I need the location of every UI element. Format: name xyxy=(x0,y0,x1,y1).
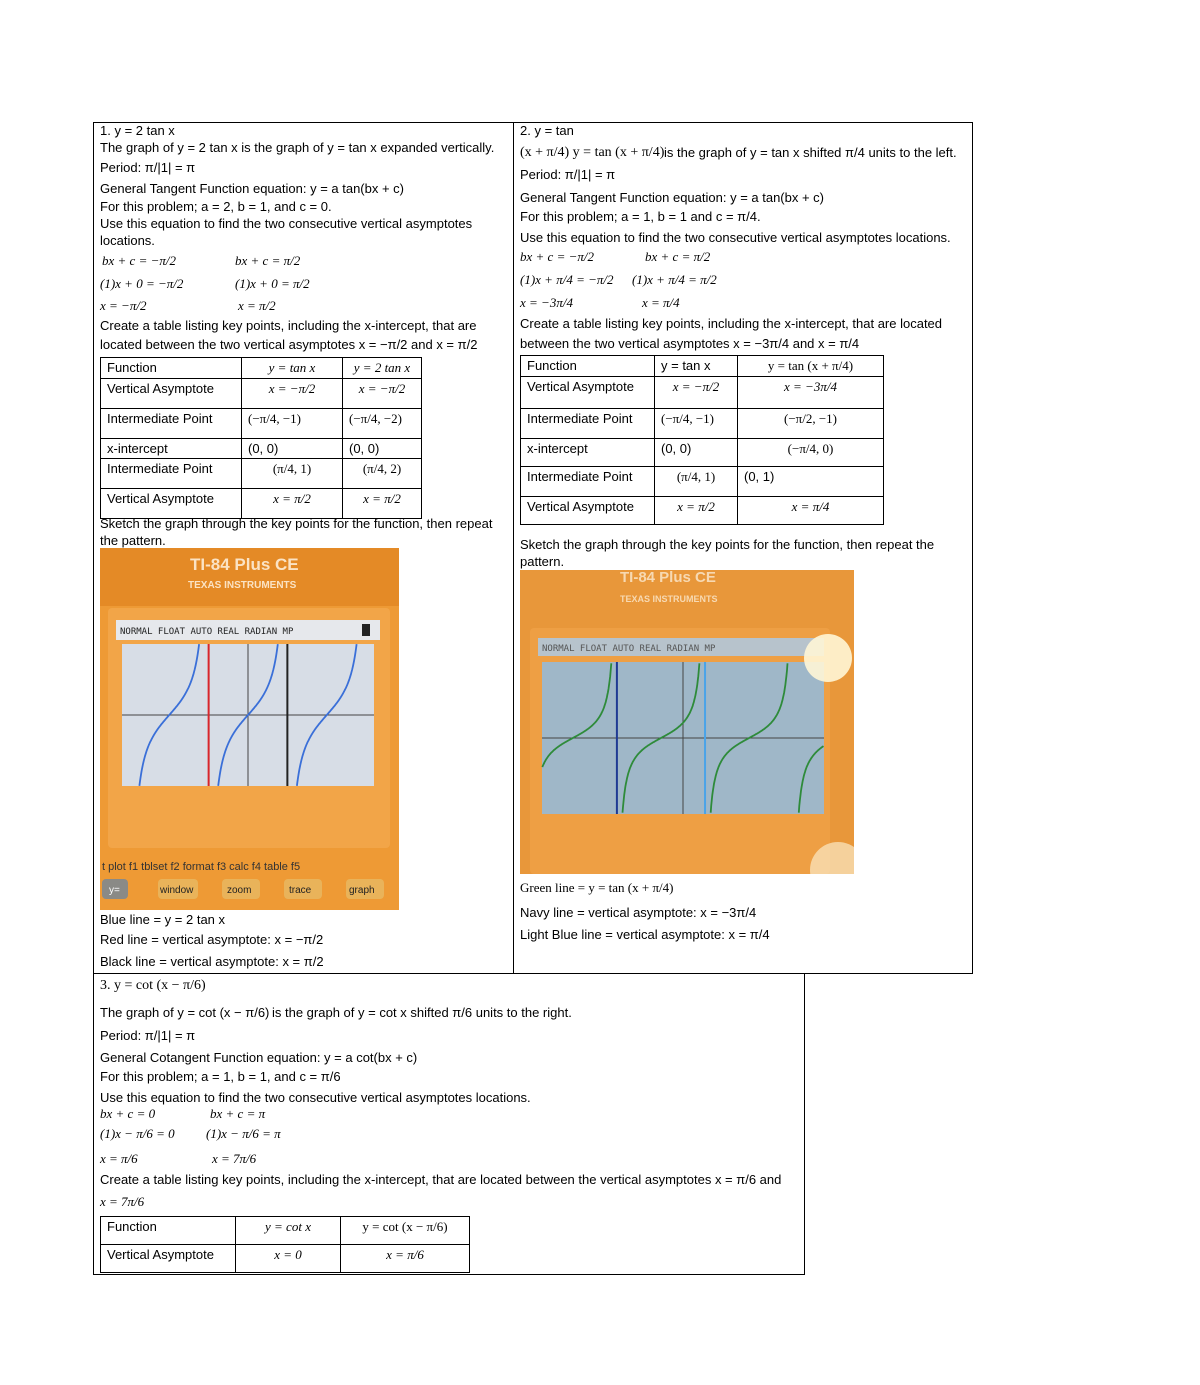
table-header-cell: y = cot x xyxy=(236,1217,341,1245)
p3-problem-values: For this problem; a = 1, b = 1, and c = π/6 xyxy=(100,1069,341,1084)
table-header-cell: Function xyxy=(521,356,655,377)
table-header-cell: y = 2 tan x xyxy=(343,358,422,379)
p2-eq-a1: bx + c = −π/2 xyxy=(520,249,594,264)
table-cell: x-intercept xyxy=(521,439,655,467)
table-cell: (−π/4, 0) xyxy=(738,439,884,467)
p3-eq-a2: (1)x − π/6 = 0 xyxy=(100,1126,175,1141)
p3-create-line-2: x = 7π/6 xyxy=(100,1194,145,1209)
p1-use-line-2: locations. xyxy=(100,233,155,248)
table-cell: x = −π/2 xyxy=(242,379,343,409)
table-header-row xyxy=(521,356,884,377)
p3-use-line: Use this equation to find the two consecutive vertical asymptotes locations. xyxy=(100,1090,531,1105)
p2-general-equation: General Tangent Function equation: y = a tan(bx + c) xyxy=(520,190,825,205)
p3-eq-b1: bx + c = π xyxy=(210,1106,266,1121)
p3-create-line-1: Create a table listing key points, including the x-intercept, that are located between the vertical asymptotes x = π/6 and xyxy=(100,1172,782,1187)
p3-general-equation: General Cotangent Function equation: y = a cot(bx + c) xyxy=(100,1050,418,1065)
table-cell: (π/4, 2) xyxy=(343,459,422,489)
p1-sketch-line-2: the pattern. xyxy=(100,533,166,548)
table-row xyxy=(521,439,884,467)
p2-sketch-line-2: pattern. xyxy=(520,554,565,569)
p1-eq-a1: bx + c = −π/2 xyxy=(102,253,176,268)
table-cell: x = π/2 xyxy=(655,497,738,525)
table-cell: Intermediate Point xyxy=(101,459,242,489)
p1-eq-b2: (1)x + 0 = π/2 xyxy=(235,276,310,291)
p3-eq-b3: x = 7π/6 xyxy=(212,1151,257,1166)
p1-period: Period: π/|1| = π xyxy=(100,160,196,175)
p1-eq-b3: x = π/2 xyxy=(238,298,276,313)
p2-legend-3: Light Blue line = vertical asymptote: x = π/4 xyxy=(520,927,770,942)
p2-create-line-1: Create a table listing key points, including the x-intercept, that are located xyxy=(520,316,943,331)
calc-key-label: trace xyxy=(289,885,312,896)
table-cell: x = −π/2 xyxy=(343,379,422,409)
table-cell: x-intercept xyxy=(101,439,242,459)
table-cell: Vertical Asymptote xyxy=(521,377,655,409)
table-cell: (0, 0) xyxy=(242,439,343,459)
calc-key-label: window xyxy=(160,885,194,896)
p2-key-points-table xyxy=(520,355,884,525)
table-cell: Vertical Asymptote xyxy=(101,1245,236,1273)
p2-eq-b2: (1)x + π/4 = π/2 xyxy=(632,272,717,287)
table-cell: Vertical Asymptote xyxy=(521,497,655,525)
table-row xyxy=(101,379,422,409)
calc-status-bar: NORMAL FLOAT AUTO REAL RADIAN MP xyxy=(542,644,716,654)
table-header-cell: Function xyxy=(101,358,242,379)
p2-calculator-graphic xyxy=(520,570,854,874)
p1-description: The graph of y = 2 tan x is the graph of y = tan x expanded vertically. xyxy=(100,140,495,155)
table-row xyxy=(521,409,884,439)
p3-key-points-table xyxy=(100,1216,470,1273)
table-cell: Vertical Asymptote xyxy=(101,379,242,409)
p3-description-b: is the graph of y = cot x shifted π/6 units to the right. xyxy=(272,1005,572,1020)
table-cell: Vertical Asymptote xyxy=(101,489,242,519)
p1-legend-1: Blue line = y = 2 tan x xyxy=(100,912,226,927)
table-cell: (0, 0) xyxy=(343,439,422,459)
p2-create-line-2: between the two vertical asymptotes x = −3π/4 and x = π/4 xyxy=(520,336,860,351)
table-header-cell: y = tan x xyxy=(655,356,738,377)
p1-eq-a3: x = −π/2 xyxy=(100,298,147,313)
table-cell: Intermediate Point xyxy=(521,467,655,497)
p1-sketch-line-1: Sketch the graph through the key points for the function, then repeat xyxy=(100,516,493,531)
table-row xyxy=(101,439,422,459)
p1-title: 1. y = 2 tan x xyxy=(100,123,175,138)
p1-eq-a2: (1)x + 0 = −π/2 xyxy=(100,276,184,291)
p1-create-line-2: located between the two vertical asymptotes x = −π/2 and x = π/2 xyxy=(100,337,478,352)
p2-eq-a3: x = −3π/4 xyxy=(520,295,573,310)
calc-key-label: zoom xyxy=(227,885,252,896)
p2-legend-1: Green line = y = tan (x + π/4) xyxy=(520,880,674,895)
table-cell: (−π/4, −1) xyxy=(242,409,343,439)
table-header-cell: y = cot (x − π/6) xyxy=(341,1217,470,1245)
calc-maker: TEXAS INSTRUMENTS xyxy=(620,594,718,604)
calc-function-keys: t plot f1 tblset f2 format f3 calc f4 table f5 xyxy=(102,861,301,873)
table-header-row xyxy=(101,358,422,379)
p1-use-line-1: Use this equation to find the two consecutive vertical asymptotes xyxy=(100,216,473,231)
table-cell: (−π/4, −2) xyxy=(343,409,422,439)
table-row xyxy=(101,409,422,439)
p2-problem-values: For this problem; a = 1, b = 1 and c = π/4. xyxy=(520,209,761,224)
table-row xyxy=(521,467,884,497)
p2-legend-2: Navy line = vertical asymptote: x = −3π/4 xyxy=(520,905,757,920)
table-row xyxy=(521,497,884,525)
table-cell: (0, 1) xyxy=(738,467,884,497)
p3-eq-b2: (1)x − π/6 = π xyxy=(206,1126,281,1141)
table-cell: (π/4, 1) xyxy=(242,459,343,489)
p3-eq-a3: x = π/6 xyxy=(100,1151,138,1166)
table-cell: x = π/2 xyxy=(343,489,422,519)
p1-eq-b1: bx + c = π/2 xyxy=(235,253,301,268)
p1-problem-values: For this problem; a = 2, b = 1, and c = 0. xyxy=(100,199,332,214)
table-cell: (π/4, 1) xyxy=(655,467,738,497)
p2-eq-b3: x = π/4 xyxy=(642,295,680,310)
p2-use-line: Use this equation to find the two consecutive vertical asymptotes locations. xyxy=(520,230,951,245)
table-cell: x = π/2 xyxy=(242,489,343,519)
p2-sketch-line-1: Sketch the graph through the key points for the function, then repeat the xyxy=(520,537,935,552)
table-cell: Intermediate Point xyxy=(101,409,242,439)
table-row xyxy=(101,489,422,519)
table-cell: x = −π/2 xyxy=(655,377,738,409)
table-header-cell: Function xyxy=(101,1217,236,1245)
calc-brand: TI-84 Plus CE xyxy=(620,570,716,586)
table-row xyxy=(101,459,422,489)
p2-title: 2. y = tan xyxy=(520,123,574,138)
p1-calculator-photo xyxy=(100,548,399,910)
p2-calculator-photo xyxy=(520,570,854,874)
p1-key-points-table xyxy=(100,357,422,519)
calc-status-bar: NORMAL FLOAT AUTO REAL RADIAN MP xyxy=(120,627,294,637)
p3-description-a: The graph of y = cot (x − π/6) xyxy=(100,1005,270,1020)
p2-description: is the graph of y = tan x shifted π/4 units to the left. xyxy=(664,145,957,160)
p2-period: Period: π/|1| = π xyxy=(520,167,616,182)
table-cell: x = π/4 xyxy=(738,497,884,525)
calc-key-label: y= xyxy=(109,885,120,896)
p2-eq-a2: (1)x + π/4 = −π/2 xyxy=(520,272,614,287)
table-cell: x = π/6 xyxy=(341,1245,470,1273)
table-cell: (−π/2, −1) xyxy=(738,409,884,439)
p1-legend-3: Black line = vertical asymptote: x = π/2 xyxy=(100,954,324,969)
p3-eq-a1: bx + c = 0 xyxy=(100,1106,156,1121)
calc-maker: TEXAS INSTRUMENTS xyxy=(188,580,297,591)
p1-calculator-graphic xyxy=(100,548,399,910)
p1-legend-2: Red line = vertical asymptote: x = −π/2 xyxy=(100,932,324,947)
p1-create-line-1: Create a table listing key points, including the x-intercept, that are xyxy=(100,318,477,333)
table-cell: (−π/4, −1) xyxy=(655,409,738,439)
p2-function-expression: (x + π/4) y = tan (x + π/4) xyxy=(520,145,665,160)
p3-title: 3. y = cot (x − π/6) xyxy=(100,978,206,993)
p2-eq-b1: bx + c = π/2 xyxy=(645,249,711,264)
table-cell: Intermediate Point xyxy=(521,409,655,439)
p1-general-equation: General Tangent Function equation: y = a tan(bx + c) xyxy=(100,181,405,196)
table-header-row xyxy=(101,1217,470,1245)
table-header-cell: y = tan x xyxy=(242,358,343,379)
table-row xyxy=(521,377,884,409)
table-cell: (0, 0) xyxy=(655,439,738,467)
table-header-cell: y = tan (x + π/4) xyxy=(738,356,884,377)
calc-brand: TI-84 Plus CE xyxy=(190,555,299,574)
calc-key-label: graph xyxy=(349,885,375,896)
table-row xyxy=(101,1245,470,1273)
p3-period: Period: π/|1| = π xyxy=(100,1028,196,1043)
table-cell: x = 0 xyxy=(236,1245,341,1273)
table-cell: x = −3π/4 xyxy=(738,377,884,409)
